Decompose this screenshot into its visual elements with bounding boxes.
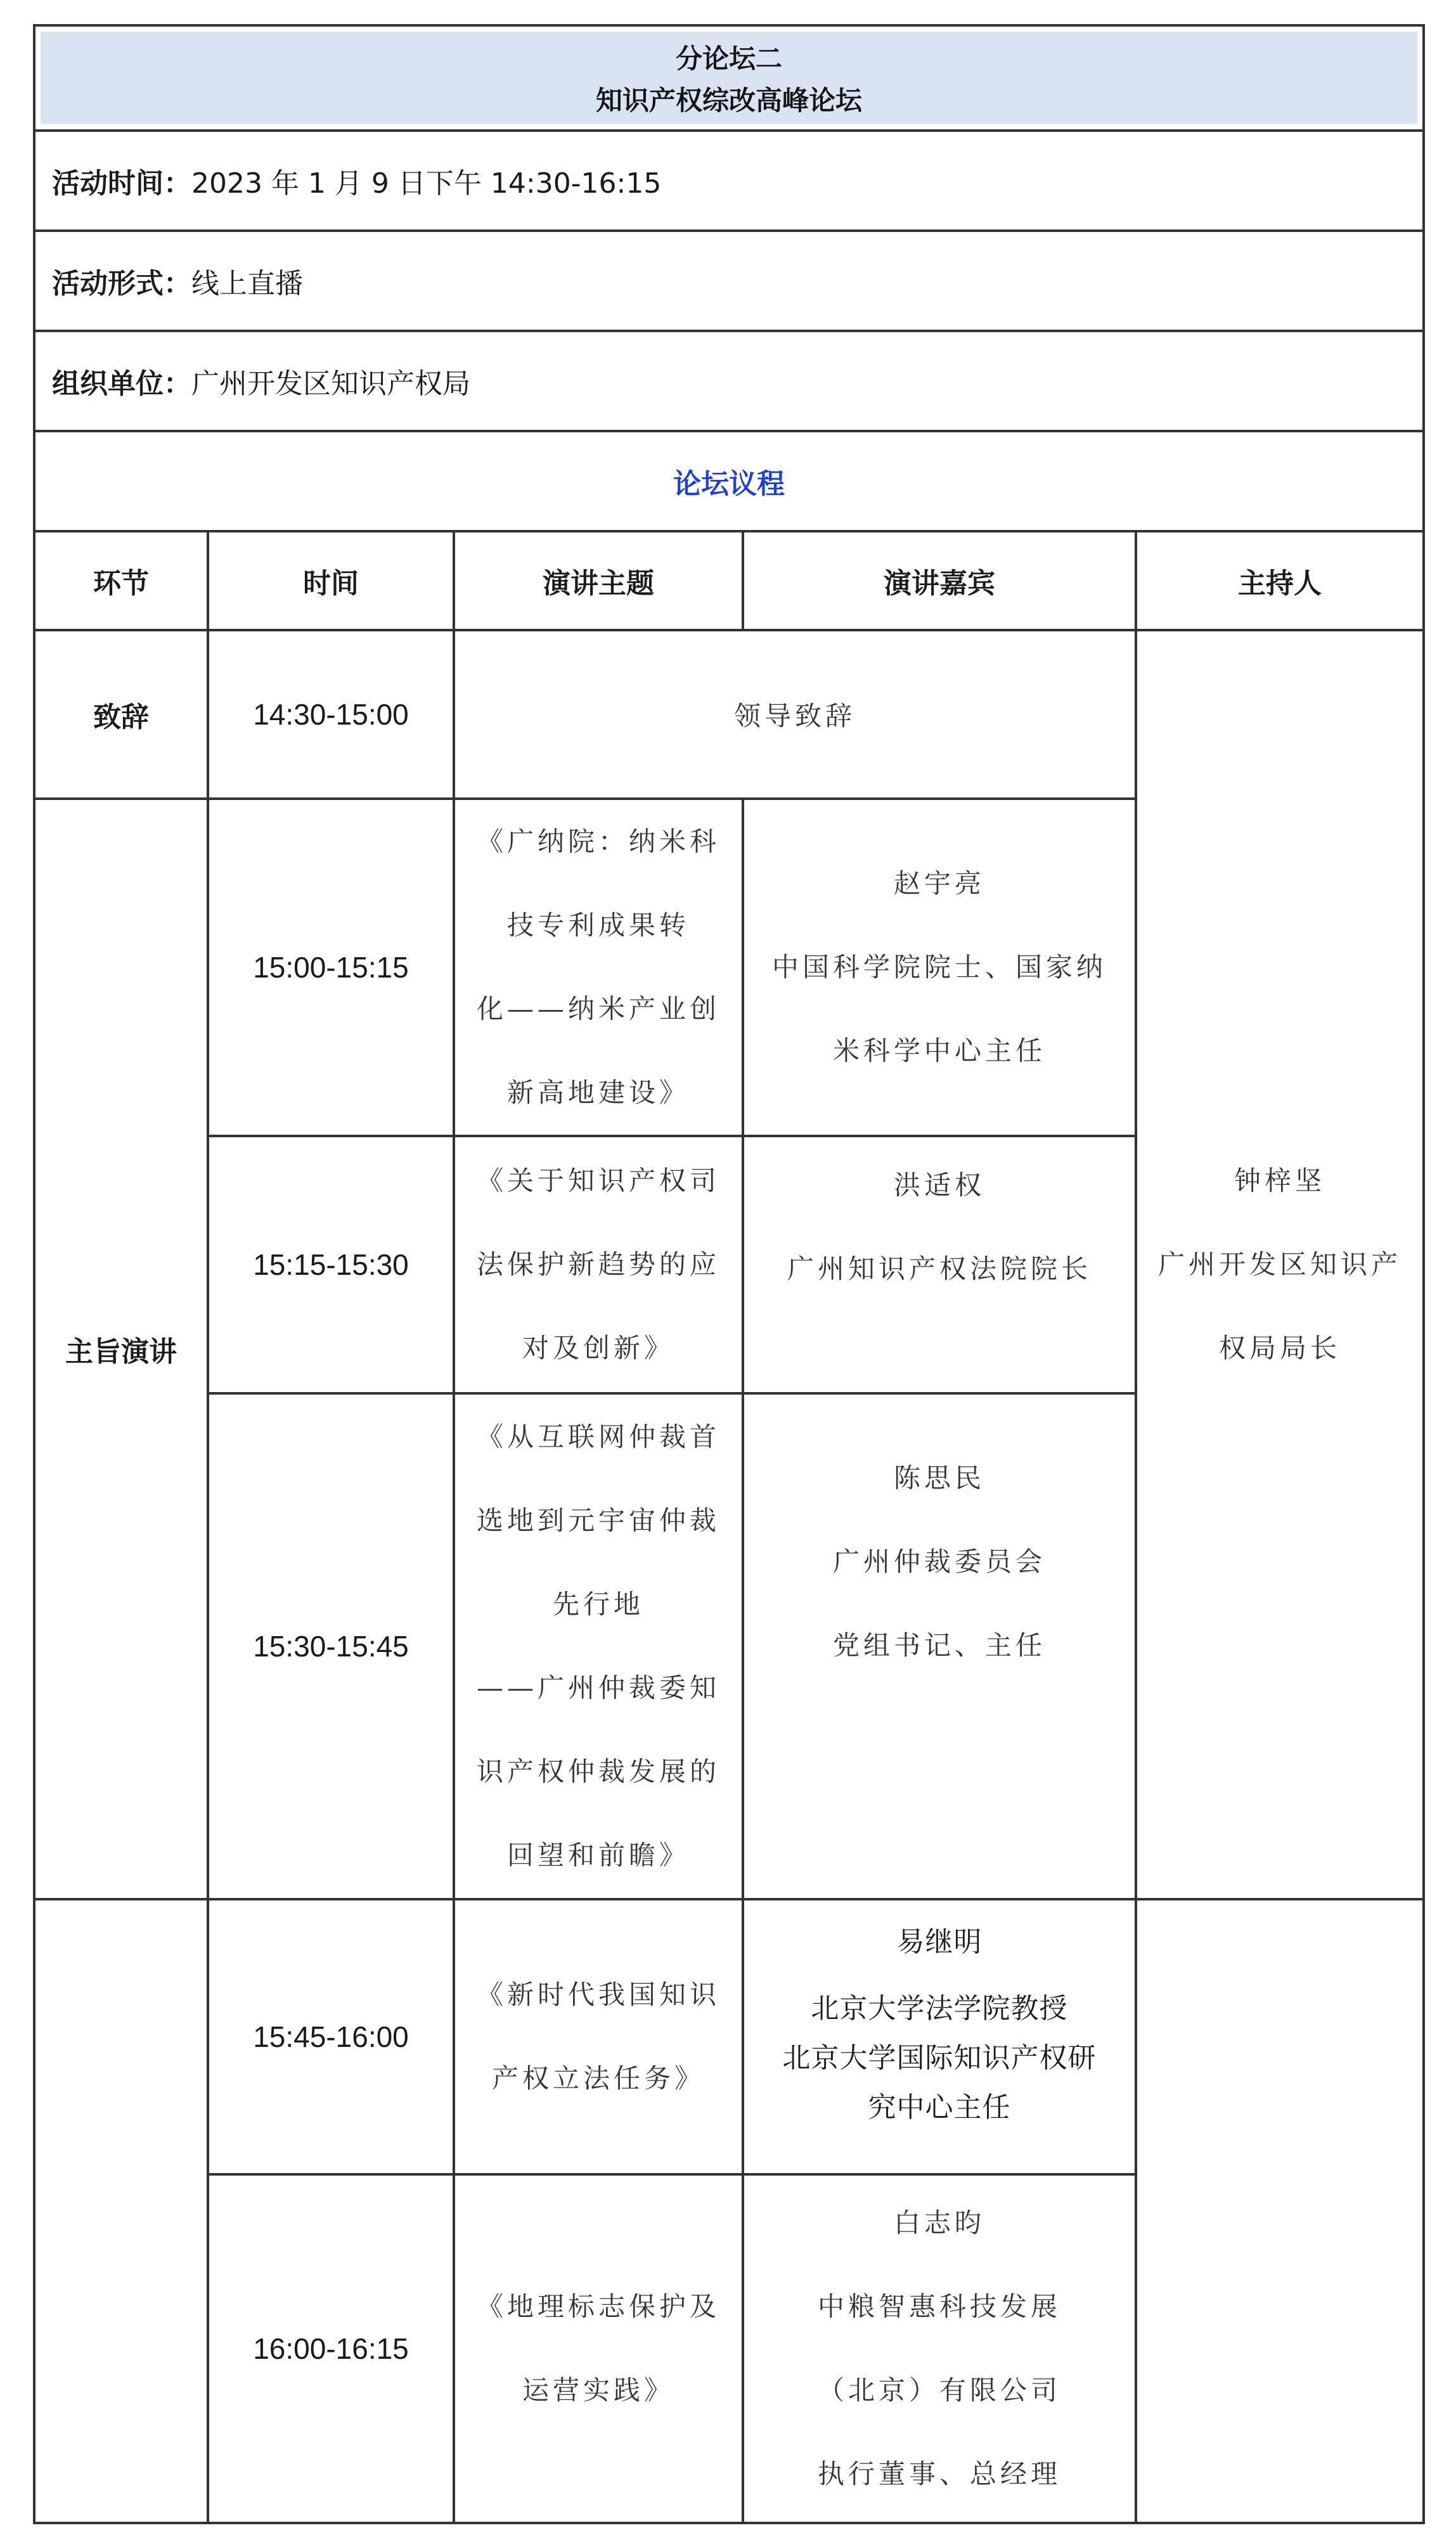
- row-topic: [454, 1136, 743, 1393]
- speaker-title-line: （北京）有限公司: [817, 2375, 1061, 2406]
- agenda-title: 论坛议程: [34, 431, 1424, 531]
- forum-subtitle: 分论坛二: [676, 43, 783, 74]
- topic-line: 产权立法任务》: [491, 2063, 705, 2094]
- speaker-title-line: 广州知识产权法院院长: [787, 1253, 1092, 1284]
- topic-line: 法保护新趋势的应: [476, 1249, 720, 1280]
- host-title-line: 权局局长: [1219, 1332, 1341, 1364]
- topic-line: 《新时代我国知识: [476, 1979, 720, 2010]
- topic-line: ——广州仲裁委知: [476, 1672, 720, 1703]
- row-speaker: [743, 1899, 1136, 2174]
- row-time: 16:00-16:15: [208, 2174, 454, 2523]
- organizer-label: 组织单位：: [52, 368, 191, 400]
- topic-line: 化——纳米产业创: [476, 993, 720, 1024]
- host-cell: [1136, 630, 1424, 1899]
- row-speaker: [743, 799, 1136, 1136]
- row-time: 15:45-16:00: [208, 1899, 454, 2174]
- row-topic: [454, 799, 743, 1136]
- topic-line: 《从互联网仲裁首: [476, 1421, 720, 1452]
- row-speaker: [743, 1393, 1136, 1899]
- topic-line: 回望和前瞻》: [506, 1840, 690, 1871]
- event-format-row: [34, 231, 1424, 331]
- speaker-name: 洪适权: [893, 1170, 985, 1201]
- topic-line: 技专利成果转: [506, 910, 690, 941]
- event-time-label: 活动时间：: [52, 167, 191, 200]
- speaker-name: 易继明: [896, 1926, 982, 1958]
- speaker-title-line: 中国科学院院士、国家纳: [771, 952, 1107, 983]
- row-time: 15:15-15:30: [208, 1136, 454, 1393]
- header-section: 环节: [34, 531, 208, 630]
- row-topic: [454, 1393, 743, 1899]
- organizer-row: [34, 331, 1424, 431]
- speaker-title-line: 执行董事、总经理: [817, 2458, 1061, 2489]
- row-speaker: [743, 2174, 1136, 2523]
- topic-line: 对及创新》: [522, 1332, 674, 1364]
- topic-line: 识产权仲裁发展的: [476, 1756, 720, 1787]
- opening-time: 14:30-15:00: [208, 630, 454, 799]
- header-topic: 演讲主题: [454, 531, 743, 630]
- speaker-title-line: 党组书记、主任: [832, 1630, 1046, 1661]
- topic-line: 运营实践》: [522, 2375, 674, 2406]
- organizer-value: 广州开发区知识产权局: [191, 368, 470, 400]
- header-host: 主持人: [1136, 531, 1424, 630]
- topic-line: 新高地建设》: [506, 1077, 690, 1108]
- section-keynote: 主旨演讲: [34, 799, 208, 1899]
- event-time-value: 2023 年 1 月 9 日下午 14:30-16:15: [191, 167, 662, 200]
- host-title-line: 广州开发区知识产: [1158, 1249, 1402, 1280]
- speaker-title-line: 广州仲裁委员会: [832, 1546, 1046, 1577]
- forum-title-cell: [34, 25, 1424, 131]
- forum-agenda-table: [33, 24, 1425, 2524]
- speaker-title-line: 北京大学国际知识产权研: [782, 2042, 1097, 2074]
- row-time: 15:00-15:15: [208, 799, 454, 1136]
- row-time: 15:30-15:45: [208, 1393, 454, 1899]
- topic-line: 《地理标志保护及: [476, 2291, 720, 2322]
- host-name: 钟梓坚: [1234, 1165, 1326, 1196]
- speaker-name: 赵宇亮: [893, 868, 985, 899]
- row-topic: [454, 1899, 743, 2174]
- forum-title: 知识产权综改高峰论坛: [596, 85, 863, 116]
- speaker-title-line: 北京大学法学院教授: [811, 1992, 1068, 2025]
- row-topic: [454, 2174, 743, 2523]
- speaker-title-line: 究中心主任: [868, 2091, 1011, 2124]
- speaker-name: 白志昀: [893, 2207, 985, 2238]
- speaker-title-line: 米科学中心主任: [832, 1035, 1046, 1066]
- speaker-title-line: 中粮智惠科技发展: [817, 2291, 1061, 2322]
- topic-line: 《广纳院：纳米科: [476, 826, 720, 857]
- header-speaker: 演讲嘉宾: [743, 531, 1136, 630]
- speaker-name: 陈思民: [893, 1462, 985, 1494]
- event-format-label: 活动形式：: [52, 268, 191, 300]
- topic-line: 选地到元宇宙仲裁: [476, 1505, 720, 1536]
- section-opening: 致辞: [34, 630, 208, 799]
- host-blank: [1136, 1899, 1424, 2523]
- topic-line: 《关于知识产权司: [476, 1165, 720, 1196]
- header-time: 时间: [208, 531, 454, 630]
- event-time-row: [34, 131, 1424, 231]
- opening-topic: 领导致辞: [454, 630, 1136, 799]
- topic-line: 先行地: [552, 1589, 644, 1620]
- event-format-value: 线上直播: [191, 268, 303, 300]
- row-speaker: [743, 1136, 1136, 1393]
- section-blank: [34, 1899, 208, 2523]
